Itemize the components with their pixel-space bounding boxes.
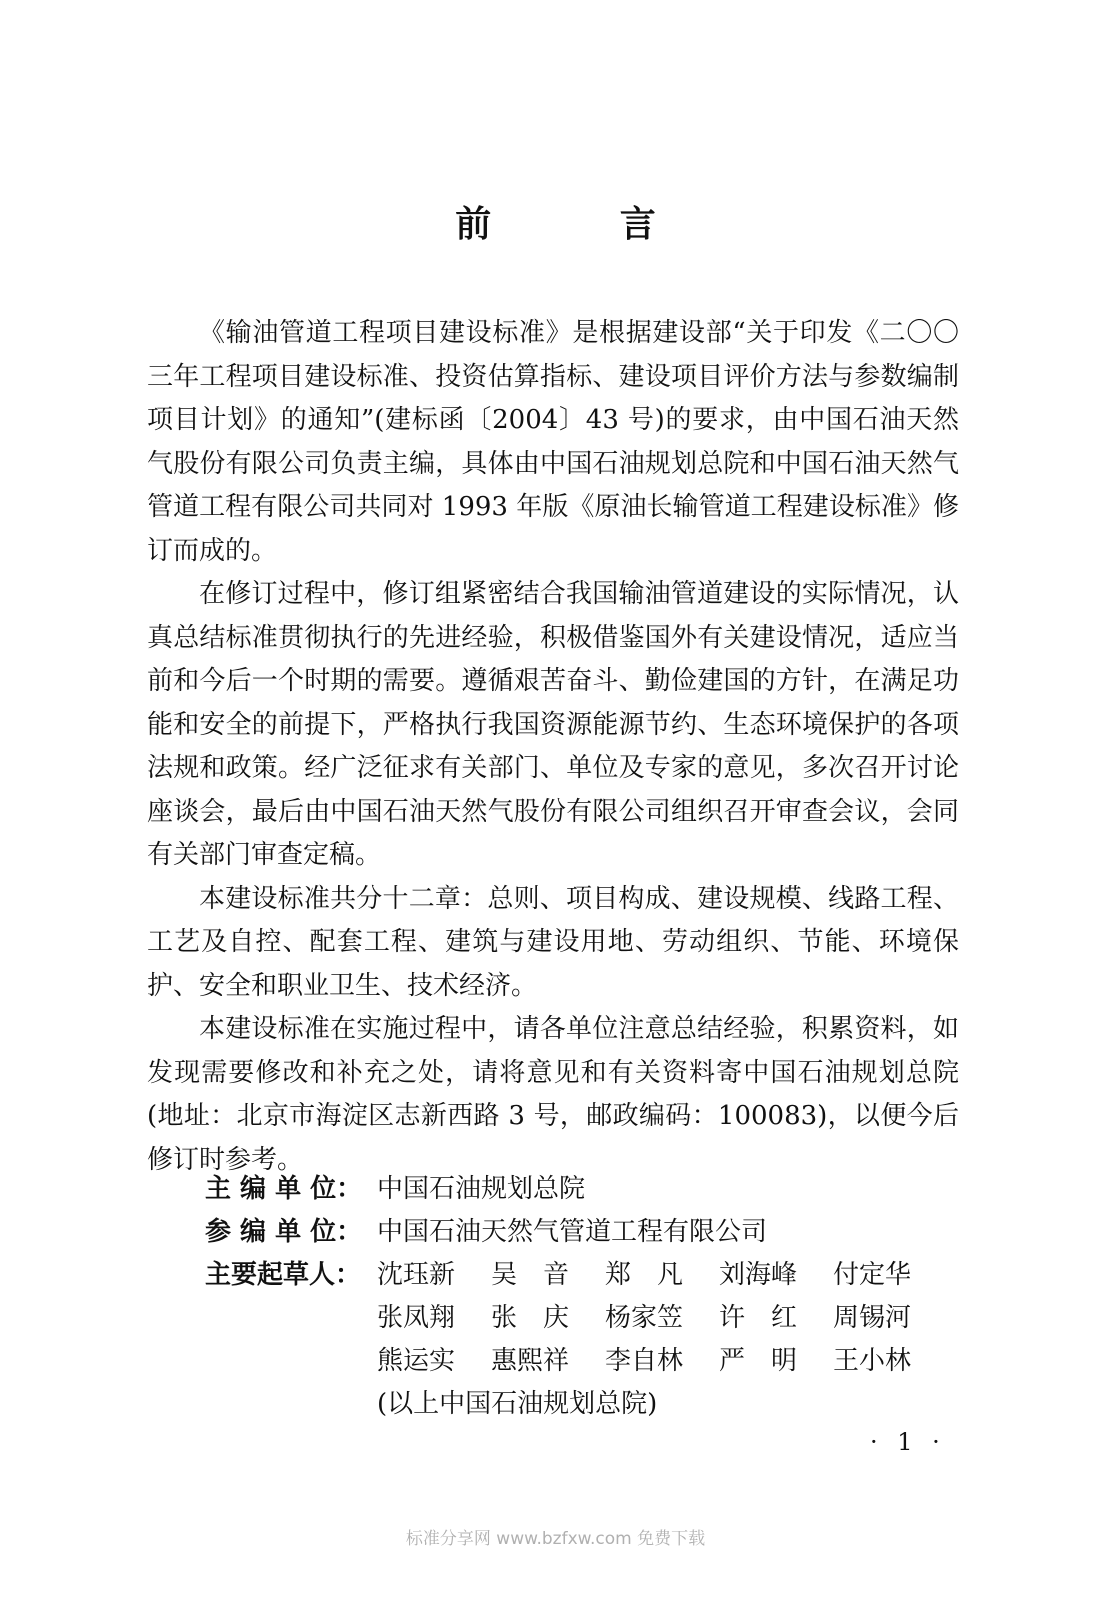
drafter-name: 付定华: [833, 1260, 912, 1290]
watermark-footer: 标准分享网 www.bzfxw.com 免费下载: [405, 1529, 706, 1549]
chief-editor-label: 主 编 单 位：: [205, 1174, 363, 1204]
participant-label: 参 编 单 位：: [205, 1217, 363, 1247]
drafters-row: [205, 1254, 965, 1426]
drafter-name: 熊运实: [377, 1346, 456, 1376]
chief-editor-value: 中国石油规划总院: [377, 1174, 586, 1204]
body-text: [147, 312, 959, 1182]
drafter-name: 杨家笠: [605, 1303, 684, 1333]
credits-block: [205, 1168, 965, 1426]
drafter-name: 李自林: [605, 1346, 684, 1376]
drafter-name: 惠熙祥: [491, 1346, 570, 1376]
drafters-affiliation-note: (以上中国石油规划总院): [377, 1389, 658, 1419]
drafter-name: 刘海峰: [719, 1260, 798, 1290]
drafter-name: 张凤翔: [377, 1303, 456, 1333]
drafter-name: 郑 凡: [605, 1260, 684, 1290]
participant-value: 中国石油天然气管道工程有限公司: [377, 1217, 768, 1247]
drafters-list: [377, 1254, 947, 1426]
drafter-name: 张 庆: [491, 1303, 570, 1333]
drafter-name: 王小林: [833, 1346, 912, 1376]
paragraph: 本建设标准共分十二章：总则、项目构成、建设规模、线路工程、工艺及自控、配套工程、建筑与建设用地、劳动组织、节能、环境保护、安全和职业卫生、技术经济。: [147, 883, 959, 1001]
participant-row: [205, 1211, 965, 1254]
drafters-label: 主要起草人：: [205, 1260, 362, 1290]
paragraph: 在修订过程中，修订组紧密结合我国输油管道建设的实际情况，认真总结标准贯彻执行的先进经验，积极借鉴国外有关建设情况，适应当前和今后一个时期的需要。遵循艰苦奋斗、勤俭建国的方针，在满足功能和安全的前提下，严格执行我国资源能源节约、生态环境保护的各项法规和政策。经广泛征求有关部门、单位及专家的意见，多次召开讨论座谈会，最后由中国石油天然气股份有限公司组织召开审查会议，会同有关部门审查定稿。: [147, 579, 959, 870]
chief-editor-row: [205, 1168, 965, 1211]
drafter-name: 周锡河: [833, 1303, 912, 1333]
paragraph: 《输油管道工程项目建设标准》是根据建设部“关于印发《二〇〇三年工程项目建设标准、投资估算指标、建设项目评价方法与参数编制项目计划》的通知”(建标函〔2004〕43 号)的要求，由中国石油天然气股份有限公司负责主编，具体由中国石油规划总院和中国石油天然气管道工程有限公司共同对 1993 年版《原油长输管道工程建设标准》修订而成的。: [147, 318, 959, 566]
drafter-name: 严 明: [719, 1346, 798, 1376]
drafter-name: 许 红: [719, 1303, 798, 1333]
drafter-name: 沈珏新: [377, 1260, 456, 1290]
drafter-name: 吴 音: [491, 1260, 570, 1290]
page-title: 前 言: [455, 204, 714, 245]
paragraph: 本建设标准在实施过程中，请各单位注意总结经验，积累资料，如发现需要修改和补充之处，请将意见和有关资料寄中国石油规划总院(地址：北京市海淀区志新西路 3 号，邮政编码：100083)，以便今后修订时参考。: [147, 1014, 959, 1175]
page-number: · 1 ·: [870, 1428, 946, 1456]
